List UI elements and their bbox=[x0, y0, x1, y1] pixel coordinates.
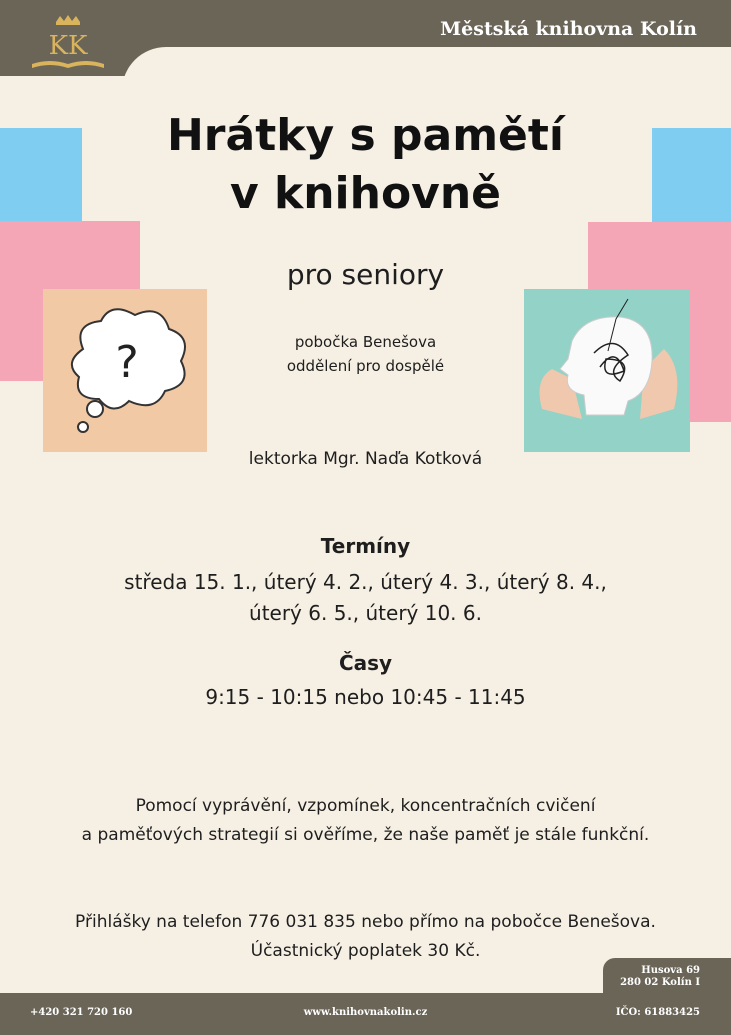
branch-line-2: oddělení pro dospělé bbox=[286, 357, 445, 375]
footer-web: www.knihovnakolin.cz bbox=[303, 1007, 428, 1018]
terms-line-1: středa 15. 1., úterý 4. 2., úterý 4. 3., úterý 8. 4., bbox=[124, 570, 607, 594]
title-line-2: v knihovně bbox=[229, 168, 502, 219]
footer-ico: IČO: 61883425 bbox=[615, 1007, 700, 1018]
address-line-1: Husova 69 bbox=[641, 965, 700, 976]
lecturer: lektorka Mgr. Naďa Kotková bbox=[248, 449, 483, 469]
svg-text:?: ? bbox=[115, 337, 139, 388]
branch-line-1: pobočka Benešova bbox=[294, 333, 437, 351]
terms-heading: Termíny bbox=[320, 534, 411, 558]
svg-text:KK: KK bbox=[48, 31, 88, 61]
title-line-1: Hrátky s pamětí bbox=[166, 110, 564, 161]
library-logo-icon bbox=[28, 14, 108, 72]
signup-line-1: Přihlášky na telefon 776 031 835 nebo přímo na pobočce Benešova. bbox=[75, 912, 656, 932]
header-curve bbox=[122, 47, 731, 107]
terms-line-2: úterý 6. 5., úterý 10. 6. bbox=[249, 601, 482, 625]
times-heading: Časy bbox=[338, 651, 393, 675]
description-line-2: a paměťových strategií si ověříme, že naše paměť je stále funkční. bbox=[81, 825, 650, 845]
address bbox=[620, 965, 700, 989]
times: 9:15 - 10:15 nebo 10:45 - 11:45 bbox=[205, 685, 526, 709]
terms-list bbox=[0, 567, 731, 629]
branch-info bbox=[0, 330, 731, 378]
description bbox=[0, 792, 731, 850]
audience: pro seniory bbox=[286, 258, 445, 291]
library-name: Městská knihovna Kolín bbox=[440, 18, 697, 40]
description-line-1: Pomocí vyprávění, vzpomínek, koncentračních cvičení bbox=[135, 796, 596, 816]
address-line-2: 280 02 Kolín I bbox=[620, 977, 700, 988]
footer-phone: +420 321 720 160 bbox=[30, 1007, 133, 1018]
signup-line-2: Účastnický poplatek 30 Kč. bbox=[250, 941, 481, 961]
